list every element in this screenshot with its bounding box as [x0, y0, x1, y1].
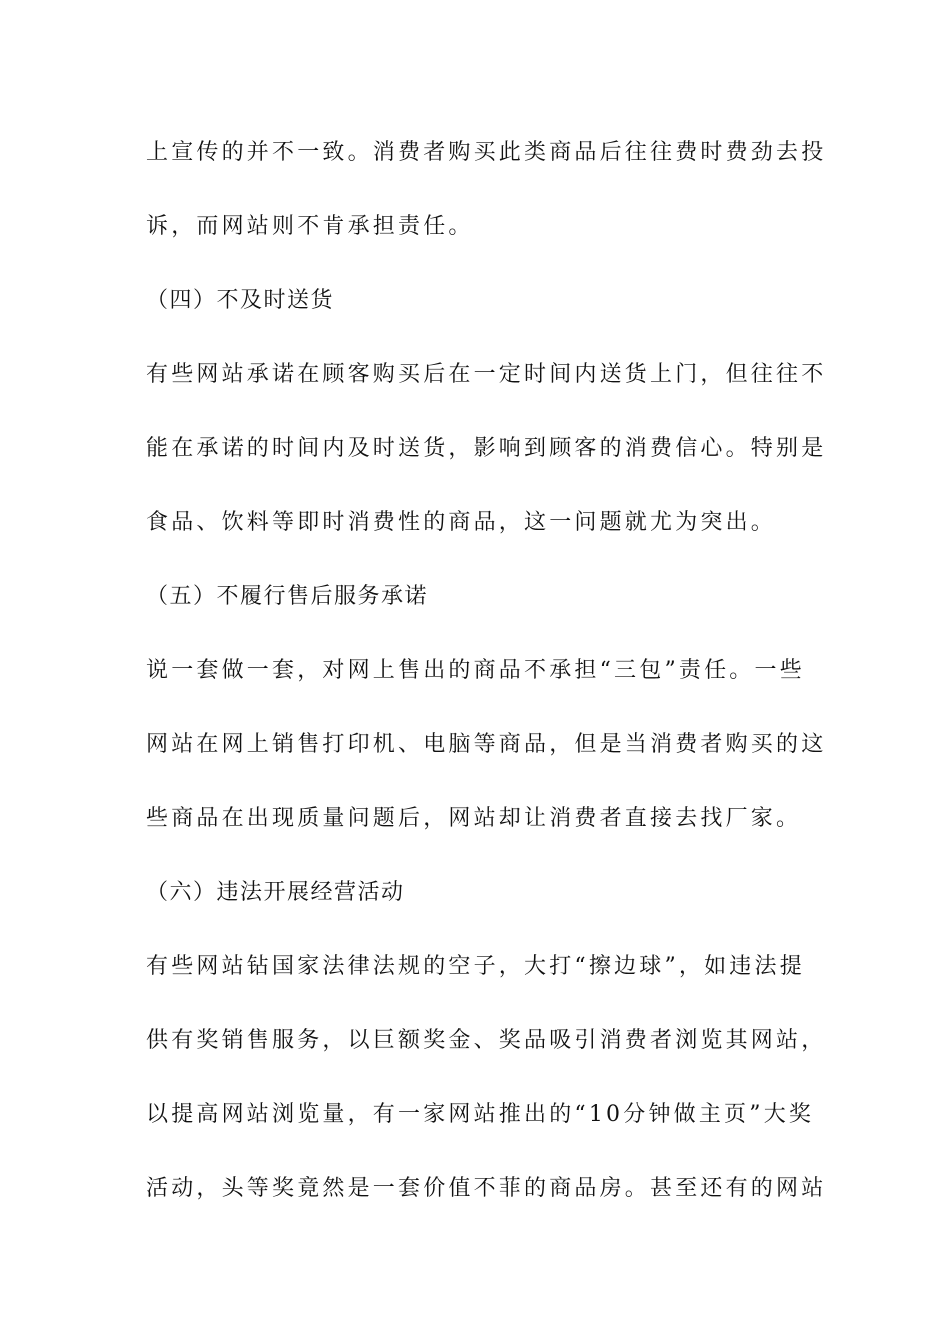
- paragraph-line: 供有奖销售服务，以巨额奖金、奖品吸引消费者浏览其网站，: [146, 1028, 827, 1053]
- paragraph-line: 活动，头等奖竟然是一套价值不菲的商品房。甚至还有的网站: [146, 1176, 827, 1201]
- paragraph-line: 有些网站钻国家法律法规的空子，大打“擦边球”，如违法提: [146, 954, 805, 979]
- paragraph-line: 上宣传的并不一致。消费者购买此类商品后往往费时费劲去投: [146, 140, 827, 165]
- paragraph-line: 食品、饮料等即时消费性的商品，这一问题就尤为突出。: [146, 510, 777, 535]
- paragraph-line: 能在承诺的时间内及时送货，影响到顾客的消费信心。特别是: [146, 436, 827, 461]
- section-heading: （四）不及时送货: [146, 288, 335, 313]
- paragraph-line: 网站在网上销售打印机、电脑等商品，但是当消费者购买的这: [146, 732, 827, 757]
- section-heading: （六）违法开展经营活动: [146, 880, 405, 905]
- paragraph-line: 以提高网站浏览量，有一家网站推出的“10分钟做主页”大奖: [146, 1102, 815, 1127]
- paragraph-line: 诉，而网站则不肯承担责任。: [146, 214, 474, 239]
- paragraph-line: 有些网站承诺在顾客购买后在一定时间内送货上门，但往往不: [146, 362, 827, 387]
- paragraph-line: 些商品在出现质量问题后，网站却让消费者直接去找厂家。: [146, 806, 802, 831]
- paragraph-line: 说一套做一套，对网上售出的商品不承担“三包”责任。一些: [146, 658, 805, 683]
- section-heading: （五）不履行售后服务承诺: [146, 584, 429, 609]
